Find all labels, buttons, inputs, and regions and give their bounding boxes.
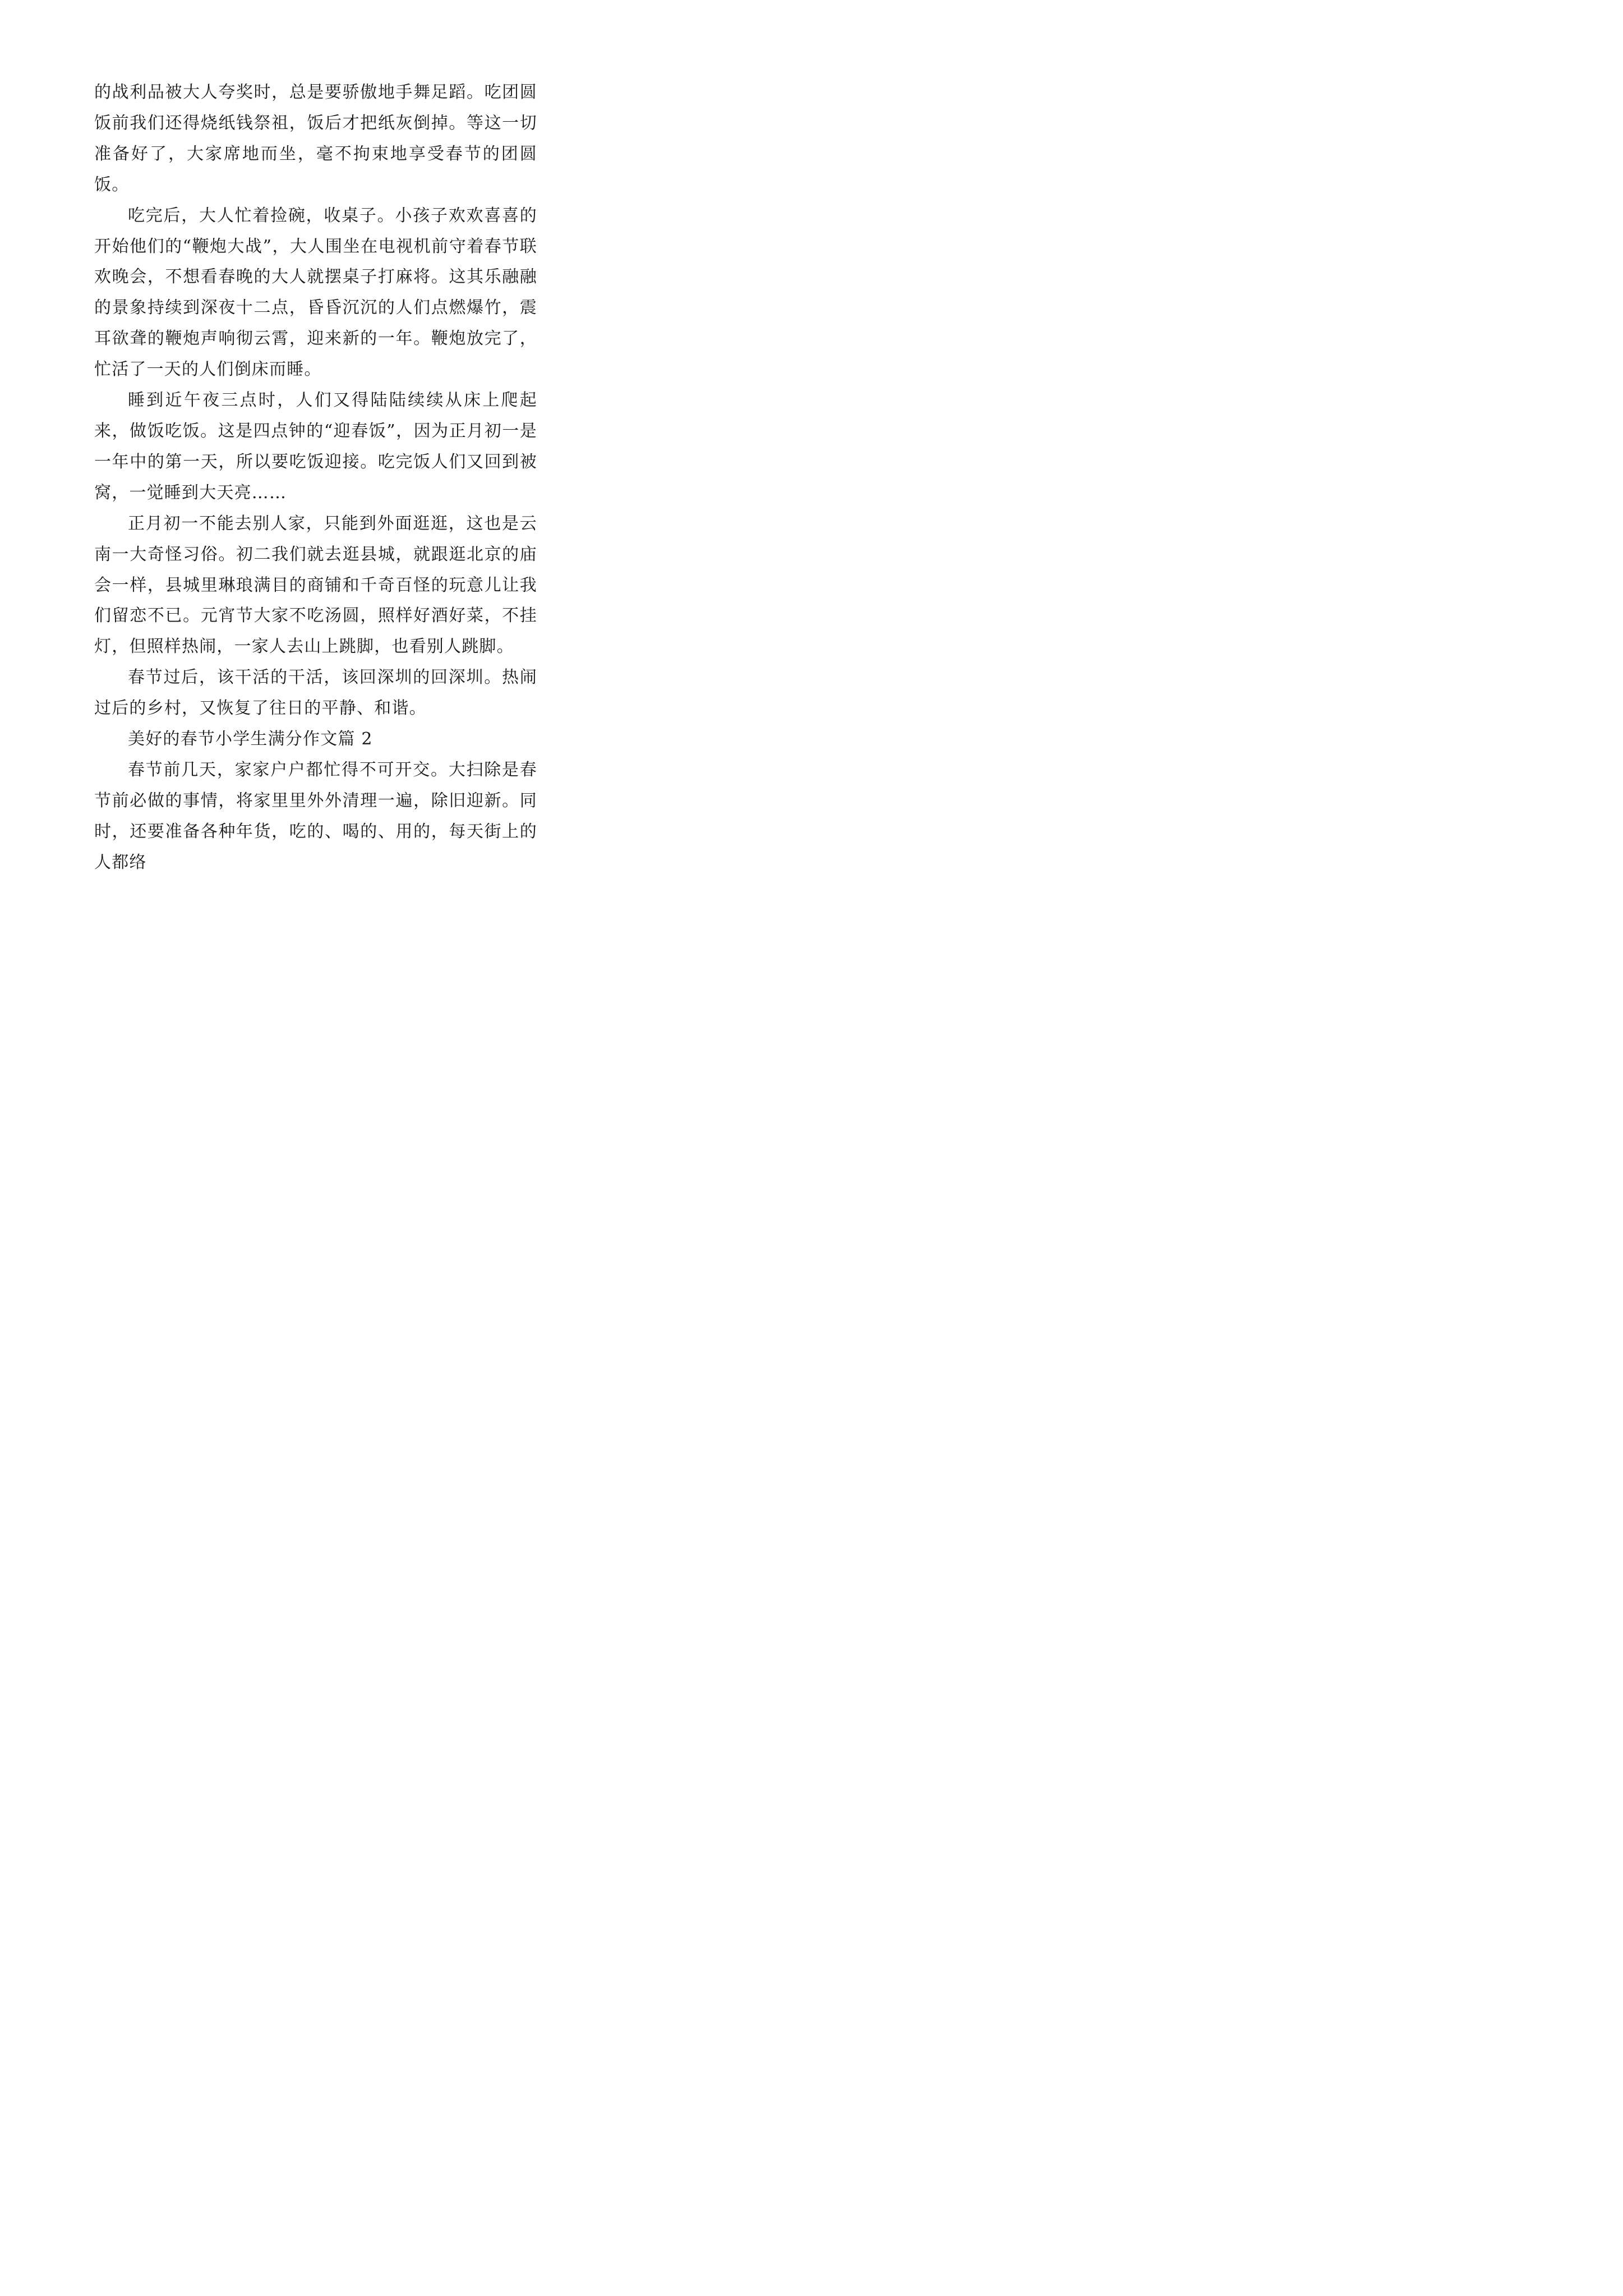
paragraph: 的战利品被大人夸奖时，总是要骄傲地手舞足蹈。吃团圆饭前我们还得烧纸钱祭祖，饭后才把纸灰倒掉。等这一切准备好了，大家席地而坐，毫不拘束地享受春节的团圆饭。 (94, 82, 537, 195)
paragraph: 春节前几天，家家户户都忙得不可开交。大扫除是春节前必做的事情，将家里里外外清理一遍，除旧迎新。同时，还要准备各种年货，吃的、喝的、用的，每天街上的人都络 (94, 760, 537, 872)
paragraph: 睡到近午夜三点时，人们又得陆陆续续从床上爬起来，做饭吃饭。这是四点钟的“迎春饭”，因为正月初一是一年中的第一天，所以要吃饭迎接。吃完饭人们又回到被窝，一觉睡到大天亮…… (94, 390, 537, 503)
paragraph: 吃完后，大人忙着捡碗，收桌子。小孩子欢欢喜喜的开始他们的“鞭炮大战”，大人围坐在电视机前守着春节联欢晚会，不想看春晚的大人就摆桌子打麻将。这其乐融融的景象持续到深夜十二点，昏昏沉沉的人们点燃爆竹，震耳欲聋的鞭炮声响彻云霄，迎来新的一年。鞭炮放完了，忙活了一天的人们倒床而睡。 (94, 205, 537, 380)
document-page (0, 0, 617, 873)
paragraph: 春节过后，该干活的干活，该回深圳的回深圳。热闹过后的乡村，又恢复了往日的平静、和谐。 (94, 668, 537, 719)
document-body (94, 77, 537, 878)
paragraph: 正月初一不能去别人家，只能到外面逛逛，这也是云南一大奇怪习俗。初二我们就去逛县城，就跟逛北京的庙会一样，县城里琳琅满目的商铺和千奇百怪的玩意儿让我们留恋不已。元宵节大家不吃汤圆，照样好酒好菜，不挂灯，但照样热闹，一家人去山上跳脚，也看别人跳脚。 (94, 513, 537, 657)
section-heading: 美好的春节小学生满分作文篇 2 (128, 729, 373, 749)
